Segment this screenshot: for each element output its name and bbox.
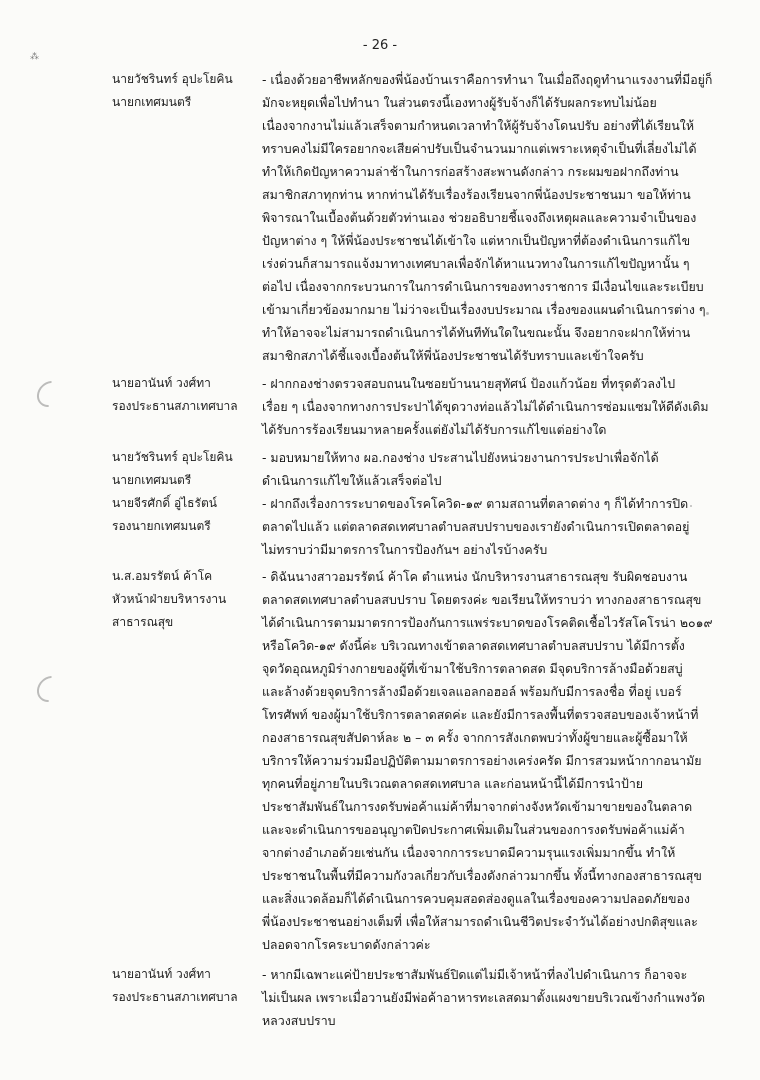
statement-line: จากต่างอำเภอด้วยเช่นกัน เนื่องจากการระบาดมีความรุนแรงเพิ่มมากขึ้น ทำให้ bbox=[262, 845, 676, 860]
statement-text bbox=[262, 565, 713, 956]
speaker-name: นายวัชรินทร์ อุปะโยคิน bbox=[112, 72, 233, 86]
statement-line: ปลอดจากโรคระบาดดังกล่าวค่ะ bbox=[262, 937, 431, 952]
statement-text bbox=[262, 492, 690, 561]
statement-line: สมาชิกสภาได้ชี้แจงเบื้องต้นให้พี่น้องประชาชนได้รับทราบและเข้าใจครับ bbox=[262, 348, 644, 363]
statement-line: - หากมีเฉพาะแค่ป้ายประชาสัมพันธ์ปิดแต่ไม่มีเจ้าหน้าที่ลงไปดำเนินการ ก็อาจจะ bbox=[262, 967, 688, 982]
speaker-position: รองประธานสภาเทศบาล bbox=[112, 990, 238, 1004]
page-number: - 26 - bbox=[362, 38, 398, 53]
statement-line: เข้ามาเกี่ยวข้องมากมาย ไม่ว่าจะเป็นเรื่องงบประมาณ เรื่องของแผนดำเนินการต่าง ๆ bbox=[262, 302, 706, 317]
statement-text bbox=[262, 68, 713, 367]
speaker-name: น.ส.อมรรัตน์ ค้าโค bbox=[112, 569, 213, 583]
speaker-block bbox=[112, 963, 262, 1009]
statement-line: ประชาสัมพันธ์ในการงดรับพ่อค้าแม่ค้าที่มาจากต่างจังหวัดเข้ามาขายของในตลาด bbox=[262, 799, 693, 814]
statement-line: สมาชิกสภาทุกท่าน หากท่านได้รับเรื่องร้องเรียนจากพี่น้องประชาชนมา ขอให้ท่าน bbox=[262, 187, 691, 202]
statement-line: - เนื่องด้วยอาชีพหลักของพี่น้องบ้านเราคือการทำนา ในเมื่อถึงฤดูทำนาแรงงานที่มีอยู่ก็ bbox=[262, 72, 713, 87]
corner-scan-mark: ⁂ bbox=[30, 52, 39, 62]
speaker-position: รองประธานสภาเทศบาล bbox=[112, 399, 238, 413]
speaker-position: นายกเทศมนตรี bbox=[112, 473, 192, 487]
statement-line: มักจะหยุดเพื่อไปทำนา ในส่วนตรงนี้เองทางผู้รับจ้างก็ได้รับผลกระทบไม่น้อย bbox=[262, 95, 657, 110]
statement-line: ไม่ทราบว่ามีมาตรการในการป้องกันฯ อย่างไรบ้างครับ bbox=[262, 542, 548, 557]
statement-line: ดำเนินการแก้ไขให้แล้วเสร็จต่อไป bbox=[262, 473, 442, 488]
statement-line: เนื่องจากงานไม่แล้วเสร็จตามกำหนดเวลาทำให้ผู้รับจ้างโดนปรับ อย่างที่ได้เรียนให้ bbox=[262, 118, 694, 133]
statement-text bbox=[262, 963, 705, 1032]
speaker-block bbox=[112, 68, 262, 114]
speaker-name: นายอานันท์ วงศ์ทา bbox=[112, 967, 211, 981]
statement-line: ปัญหาต่าง ๆ ให้พี่น้องประชาชนได้เข้าใจ แต่หากเป็นปัญหาที่ต้องดำเนินการแก้ไข bbox=[262, 233, 691, 248]
statement-line: - ฝากกองช่างตรวจสอบถนนในซอยบ้านนายสุทัศน์ ป้องแก้วน้อย ที่ทรุดตัวลงไป bbox=[262, 376, 676, 391]
statement-line: ตลาดไปแล้ว แต่ตลาดสดเทศบาลตำบลสบปราบของเรายังดำเนินการเปิดตลาดอยู่ bbox=[262, 519, 690, 534]
statement-line: ได้ดำเนินการตามมาตรการป้องกันการแพร่ระบาดของโรคติดเชื้อไวรัสโคโรน่า ๒๐๑๙ bbox=[262, 615, 713, 630]
statement-line: - มอบหมายให้ทาง ผอ.กองช่าง ประสานไปยังหน่วยงานการประปาเพื่อจักได้ bbox=[262, 450, 659, 465]
statement-text bbox=[262, 446, 659, 492]
speaker-position: รองนายกเทศมนตรี bbox=[112, 519, 211, 533]
statement-line: ทราบคงไม่มีใครอยากจะเสียค่าปรับเป็นจำนวนมากแต่เพราะเหตุจำเป็นที่เลี่ยงไม่ได้ bbox=[262, 141, 697, 156]
statement-line: ทำให้อาจจะไม่สามารถดำเนินการได้ทันทีทันใดในขณะนั้น จึงอยากจะฝากให้ท่าน bbox=[262, 325, 691, 340]
statement-line: บริการให้ความร่วมมือปฏิบัติตามมาตรการอย่างเคร่งครัด มีการสวมหน้ากากอนามัย bbox=[262, 753, 702, 768]
statement-line: - ดิฉันนางสาวอมรรัตน์ ค้าโค ตำแหน่ง นักบริหารงานสาธารณสุข รับผิดชอบงาน bbox=[262, 569, 688, 584]
statement-line: และสิ่งแวดล้อมก็ได้ดำเนินการควบคุมสอดส่องดูแลในเรื่องของความปลอดภัยของ bbox=[262, 891, 690, 906]
statement-line: ประชาชนในพื้นที่มีความกังวลเกี่ยวกับเรื่องดังกล่าวมากขึ้น ทั้งนี้ทางกองสาธารณสุข bbox=[262, 868, 702, 883]
speaker-name: นายอานันท์ วงศ์ทา bbox=[112, 376, 211, 390]
speaker-name: นายวัชรินทร์ อุปะโยคิน bbox=[112, 450, 233, 464]
speaker-block bbox=[112, 565, 262, 634]
speaker-block bbox=[112, 446, 262, 492]
statement-line: และจะดำเนินการขออนุญาตปิดประกาศเพิ่มเติมในส่วนของการงดรับพ่อค้าแม่ค้า bbox=[262, 822, 685, 837]
statement-line: โทรศัพท์ ของผู้มาใช้บริการตลาดสดค่ะ และยังมีการลงพื้นที่ตรวจสอบของเจ้าหน้าที่ bbox=[262, 707, 699, 722]
statement-line: ต่อไป เนื่องจากกระบวนการในการดำเนินการของทางราชการ มีเงื่อนไขและระเบียบ bbox=[262, 279, 704, 294]
statement-line: หลวงสบปราบ bbox=[262, 1013, 336, 1028]
speaker-block bbox=[112, 492, 262, 538]
statement-line: - ฝากถึงเรื่องการระบาดของโรคโควิด-๑๙ ตามสถานที่ตลาดต่าง ๆ ก็ได้ทำการปิด bbox=[262, 496, 689, 511]
speaker-position: นายกเทศมนตรี bbox=[112, 95, 192, 109]
punch-hole-mark-bottom bbox=[32, 671, 69, 708]
statement-line: ทำให้เกิดปัญหาความล่าช้าในการก่อสร้างสะพานดังกล่าว กระผมขอฝากถึงท่าน bbox=[262, 164, 679, 179]
statement-text bbox=[262, 372, 709, 441]
statement-line: และล้างด้วยจุดบริการล้างมือด้วยเจลแอลกอฮอล์ พร้อมกับมีการลงชื่อ ที่อยู่ เบอร์ bbox=[262, 684, 682, 699]
statement-line: เรื่อย ๆ เนื่องจากทางการประปาได้ขุดวางท่อแล้วไม่ได้ดำเนินการซ่อมแซมให้ดีดังเดิม bbox=[262, 399, 709, 414]
scan-speck bbox=[706, 312, 709, 315]
statement-line: พิจารณาในเบื้องต้นด้วยตัวท่านเอง ช่วยอธิบายชี้แจงถึงเหตุผลและความจำเป็นของ bbox=[262, 210, 697, 225]
statement-line: กองสาธารณสุขสัปดาห์ละ ๒ – ๓ ครั้ง จากการสังเกตพบว่าทั้งผู้ขายและผู้ซื้อมาให้ bbox=[262, 730, 688, 745]
statement-line: เร่งด่วนก็สามารถแจ้งมาทางเทศบาลเพื่อจักได้หาแนวทางในการแก้ไขปัญหานั้น ๆ bbox=[262, 256, 690, 271]
statement-line: ทุกคนที่อยู่ภายในบริเวณตลาดสดเทศบาล และก่อนหน้านี้ได้มีการนำป้าย bbox=[262, 776, 644, 791]
statement-line: พี่น้องประชาชนอย่างเต็มที่ เพื่อให้สามารถดำเนินชีวิตประจำวันได้อย่างปกติสุขและ bbox=[262, 914, 698, 929]
speaker-position: หัวหน้าฝ่ายบริหารงาน bbox=[112, 592, 227, 606]
statement-line: ได้รับการร้องเรียนมาหลายครั้งแต่ยังไม่ได้รับการแก้ไขแต่อย่างใด bbox=[262, 422, 607, 437]
statement-line: ตลาดสดเทศบาลตำบลสบปราบ โดยตรงค่ะ ขอเรียนให้ทราบว่า ทางกองสาธารณสุข bbox=[262, 592, 702, 607]
scan-speck bbox=[690, 505, 692, 507]
punch-hole-mark-top bbox=[32, 376, 69, 413]
statement-line: จุดวัดอุณหภูมิร่างกายของผู้ที่เข้ามาใช้บริการตลาดสด มีจุดบริการล้างมือด้วยสบู่ bbox=[262, 661, 683, 676]
speaker-block bbox=[112, 372, 262, 418]
statement-line: หรือโควิด-๑๙ ดังนี้ค่ะ บริเวณทางเข้าตลาดสดเทศบาลตำบลสบปราบ ได้มีการตั้ง bbox=[262, 638, 685, 653]
speaker-position-cont: สาธารณสุข bbox=[112, 615, 174, 629]
speaker-name: นายจีรศักดิ์ อู่ไธรัตน์ bbox=[112, 496, 217, 510]
statement-line: ไม่เป็นผล เพราะเมื่อวานยังมีพ่อค้าอาหารทะเลสดมาตั้งแผงขายบริเวณข้างกำแพงวัด bbox=[262, 990, 705, 1005]
